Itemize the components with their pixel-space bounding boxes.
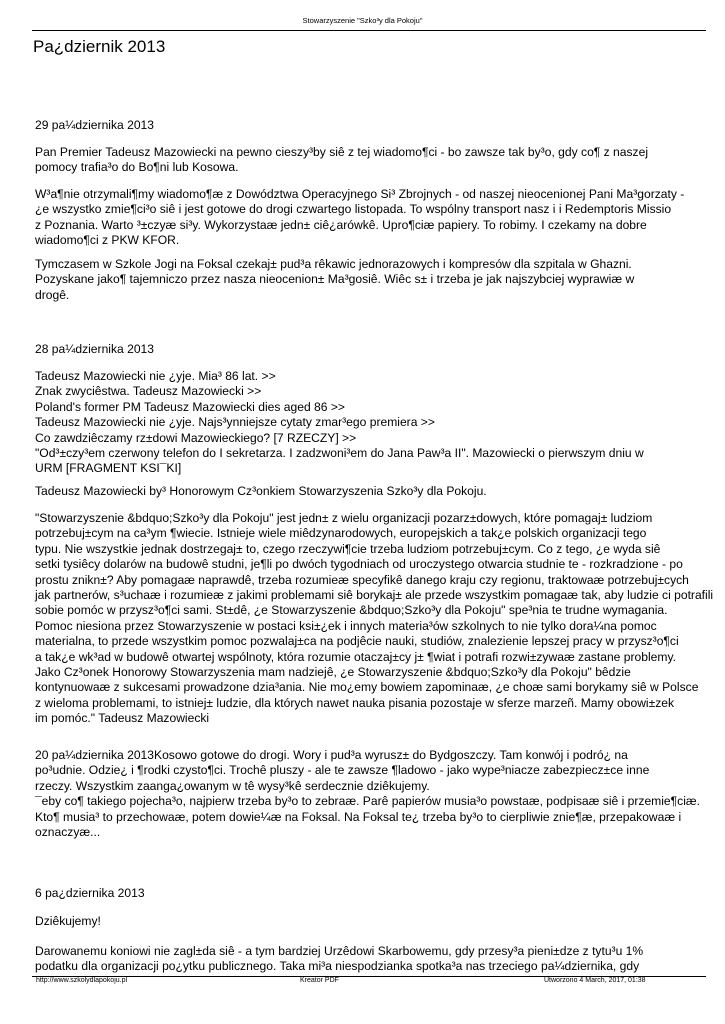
text-line: z Poznania. Warto ³±czyæ si³y. Wykorzystaæ jedn± ciê¿arówkê. Upro¶ciæ papiery. To robimy. I czekamy na dobre [35, 217, 647, 232]
text-line: Pan Premier Tadeusz Mazowiecki na pewno cieszy³by siê z tej wiadomo¶ci - bo zawsze tak by³o, gdy co¶ z naszej [35, 145, 649, 159]
text-line: sobie pomóc w przysz³o¶ci sami. St±dê, ¿e Stowarzyszenie &bdquo;Szko³y dla Pokoju" spe³nia te trudne wymagania. [35, 603, 668, 618]
text-line: jak partnerów, s³uchaæ i rozumieæ z jakimi problemami siê borykaj± ale przede wszystkim pomagaæ tak, aby ludzie ci potrafili [35, 588, 714, 603]
footer-creator: Kreator PDF [300, 977, 339, 984]
text-line: wiadomo¶ci z PKW KFOR. [35, 233, 180, 248]
text-line: Kto¶ musia³ to przechowaæ, potem dowie¼æ na Foksal. Na Foksal te¿ trzeba by³o to cierpliwie znie¶æ, przepakowaæ i [35, 809, 682, 824]
text-line: Pomoc niesiona przez Stowarzyszenie w postaci ksi±¿ek i innych materia³ów szkolnych to nie tylko dora¼na pomoc [35, 618, 657, 633]
text-line: drogê. [35, 287, 70, 302]
text-line: Tadeusz Mazowiecki by³ Honorowym Cz³onkiem Stowarzyszenia Szko³y dla Pokoju. [35, 484, 487, 498]
text-block [35, 944, 715, 975]
text-line: rzeczy. Wszystkim zaanga¿owanym w tê wysy³kê serdecznie dziêkujemy. [35, 778, 430, 793]
text-line: typu. Nie wszystkie jednak dostrzegaj± to, czego rzeczywi¶cie trzeba ludziom potrzebuj±cym. Co z tego, ¿e wyda siê [35, 541, 661, 556]
text-line: materialna, to przede wszystkim pomoc pozwalaj±ca na podjêcie nauki, studiów, znalezienie lepszej pracy w przysz³o¶ci [35, 634, 679, 649]
text-line: "Od³±czy³em czerwony telefon do I sekretarza. I zadzwoni³em do Jana Paw³a II". Mazowiecki o pierwszym dniu w [35, 446, 644, 461]
text-line: W³a¶nie otrzymali¶my wiadomo¶æ z Dowództwa Operacyjnego Si³ Zbrojnych - od naszej nieocenionej Pani Ma³gorzaty - [35, 187, 685, 201]
text-line: Dziêkujemy! [35, 914, 101, 928]
text-block [35, 187, 715, 249]
footer-created-date: Utworzono 4 March, 2017, 01:38 [544, 977, 646, 984]
text-line: 29 pa¼dziernika 2013 [35, 118, 155, 132]
text-block [35, 342, 715, 357]
text-line: a tak¿e wk³ad w budowê otwartej wspólnoty, która rozumie otaczaj±cy j± ¶wiat i potrafi rozwi±zywaæ zastane problemy. [35, 649, 676, 664]
text-line: kontynuowaæ z sukcesami prowadzone dzia³ania. Nie mo¿emy bowiem zapominaæ, ¿e choæ sami borykamy siê w Polsce [35, 680, 699, 695]
text-block [35, 257, 715, 303]
text-block [35, 484, 715, 499]
text-line: pomocy trafia³o do Bo¶ni lub Kosowa. [35, 160, 239, 175]
text-block [35, 118, 715, 133]
text-line: z wieloma problemami, to istniej± ludzie, dla których nawet nauka pisania pozostaje w sferze marzeñ. Mamy obowi±zek [35, 695, 675, 710]
text-line: podatku dla organizacji po¿ytku publicznego. Taka mi³a niespodzianka spotka³a nas trzeciego pa¼dziernika, gdy [35, 959, 640, 974]
text-line: Znak zwyciêstwa. Tadeusz Mazowiecki >> [35, 384, 262, 399]
header-rule [32, 30, 706, 31]
text-line: ¿e wszystko zmie¶ci³o siê i jest gotowe do drogi czwartego listopada. To wspólny transport nasz i i Redemptoris Missio [35, 202, 672, 217]
text-block [35, 914, 715, 929]
text-line: Poland's former PM Tadeusz Mazowiecki dies aged 86 >> [35, 399, 345, 414]
text-block [35, 369, 715, 477]
text-line: URM [FRAGMENT KSI¯KI] [35, 461, 182, 476]
text-line: potrzebuj±cym na ca³ym ¶wiecie. Istnieje wiele miêdzynarodowych, europejskich a tak¿e polskich organizacji tego [35, 526, 647, 541]
footer-url[interactable]: http://www.szkolydlapokoju.pl [36, 977, 128, 984]
text-line: im pomóc." Tadeusz Mazowiecki [35, 711, 210, 726]
text-line: ¯eby co¶ takiego pojecha³o, najpierw trzeba by³o to zebraæ. Parê papierów musia³o powstaæ, podpisaæ siê i przemie¶ciæ. [35, 794, 700, 809]
text-block [35, 886, 715, 901]
text-line: prostu znikn±? Aby pomagaæ naprawdê, trzeba rozumieæ specyfikê danego kraju czy regionu, traktowaæ potrzebuj±cych [35, 572, 689, 587]
text-line: Darowanemu koniowi nie zagl±da siê - a tym bardziej Urzêdowi Skarbowemu, gdy przesy³a pieni±dze z tytu³u 1% [35, 944, 644, 958]
text-line: Tymczasem w Szkole Jogi na Foksal czekaj± pud³a rêkawic jednorazowych i kompresów dla szpitala w Ghazni. [35, 257, 632, 271]
text-line: "Stowarzyszenie &bdquo;Szko³y dla Pokoju" jest jedn± z wielu organizacji pozarz±dowych, które pomagaj± ludziom [35, 511, 653, 525]
page-title: Pa¿dziernik 2013 [33, 37, 166, 56]
text-block [35, 145, 715, 176]
text-line: 20 pa¼dziernika 2013Kosowo gotowe do drogi. Wory i pud³a wyrusz± do Bydgoszczy. Tam konwój i podró¿ na [35, 748, 628, 762]
text-line: po³udnie. Odzie¿ i ¶rodki czysto¶ci. Trochê pluszy - ale te zawsze ¶ladowo - jako wype³niacze zabezpiecz±ce inne [35, 763, 650, 778]
text-block [35, 511, 715, 727]
text-line: Pozyskane jako¶ tajemniczo przez nasza nieocenion± Ma³gosiê. Wiêc s± i trzeba je jak najszybciej wyprawiæ w [35, 272, 635, 287]
text-line: Co zawdziêczamy rz±dowi Mazowieckiego? [7 RZECZY] >> [35, 430, 357, 445]
text-line: Tadeusz Mazowiecki nie ¿yje. Najs³ynniejsze cytaty zmar³ego premiera >> [35, 415, 435, 430]
text-line: 28 pa¼dziernika 2013 [35, 342, 155, 356]
text-line: Jako Cz³onek Honorowy Stowarzyszenia mam nadziejê, ¿e Stowarzyszenie &bdquo;Szko³y dla Pokoju" bêdzie [35, 665, 631, 680]
text-block [35, 748, 715, 840]
text-line: 6 pa¿dziernika 2013 [35, 886, 145, 900]
text-line: oznaczyæ... [35, 825, 101, 840]
text-line: Tadeusz Mazowiecki nie ¿yje. Mia³ 86 lat. >> [35, 369, 276, 383]
page-header-text: Stowarzyszenie "Szko³y dla Pokoju" [302, 16, 423, 25]
text-line: setki tysiêcy dolarów na budowê studni, je¶li po dwóch tygodniach od uroczystego otwarcia studnie te - rozkradzione - po [35, 557, 683, 572]
